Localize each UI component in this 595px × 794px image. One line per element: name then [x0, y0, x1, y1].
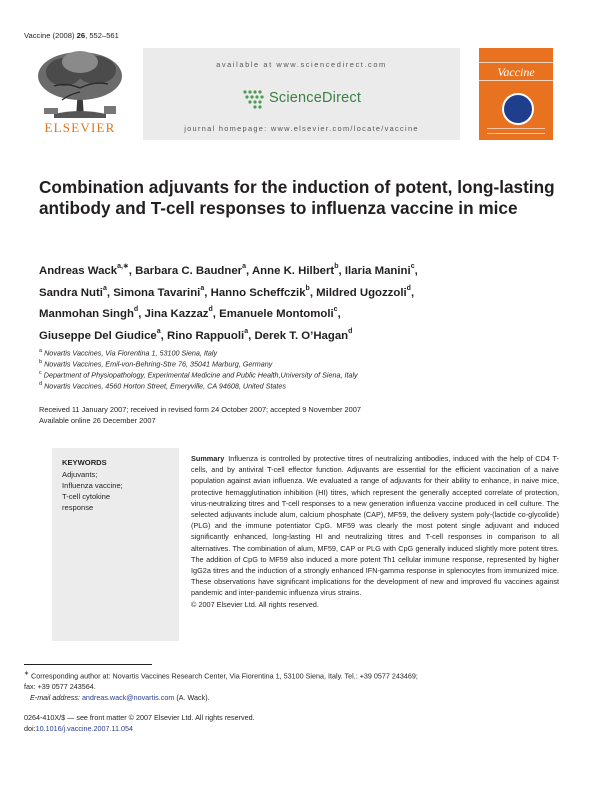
author-name: Andreas Wack [39, 264, 118, 277]
keywords-box [52, 448, 179, 641]
keyword-item: response [62, 503, 94, 512]
elsevier-wordmark: ELSEVIER [44, 120, 116, 135]
sciencedirect-name: ScienceDirect [269, 90, 362, 106]
author-name: Barbara C. Baudner [135, 264, 243, 277]
author-separator: , [248, 329, 255, 342]
cover-rule [479, 80, 553, 81]
author-name: Emanuele Montomoli [219, 307, 334, 320]
author-name: Manmohan Singh [39, 307, 134, 320]
affiliation-marker: d [39, 381, 43, 387]
author-separator: , [106, 286, 114, 299]
article-title: Combination adjuvants for the induction of potent, long-lasting antibody and T-cell responses to influenza vaccine in mice [39, 177, 555, 218]
cover-rule [487, 128, 545, 134]
sciencedirect-banner [143, 48, 460, 140]
author-affiliation-marker: a [244, 327, 249, 335]
sciencedirect-dots-icon [241, 86, 267, 110]
fax-text: fax: +39 0577 243564. [24, 682, 96, 692]
author-separator: , [128, 264, 136, 277]
author-separator: , [212, 307, 220, 320]
affiliation-text: Department of Physiopathology, Experimental Medicine and Public Health,University of Siena, Italy [43, 370, 358, 380]
footnote-divider [24, 664, 152, 665]
author-name: Sandra Nuti [39, 286, 103, 299]
keyword-item: Influenza vaccine; [62, 481, 123, 490]
affiliation-text: Novartis Vaccines, 4560 Horton Street, Emeryville, CA 94608, United States [44, 381, 287, 391]
email-suffix: (A. Wack). [174, 693, 210, 703]
author-separator: , [138, 307, 145, 320]
article-dates [39, 404, 579, 426]
front-matter-line: 0264-410X/$ — see front matter © 2007 Elsevier Ltd. All rights reserved. [24, 713, 255, 722]
abstract-label: Summary [191, 454, 225, 463]
author-name: Simona Tavarini [113, 286, 201, 299]
author-affiliation-marker: c [333, 306, 338, 314]
author-separator: , [160, 329, 167, 342]
author-affiliation-marker: a [200, 284, 205, 292]
author-affiliation-marker: a [102, 284, 107, 292]
author-name: Mildred Ugozzoli [316, 286, 407, 299]
author-separator: , [204, 286, 211, 299]
corresponding-author-text: Corresponding author at: Novartis Vaccines Research Center, Via Fiorentina 1, 53100 Siena, Italy. Tel.: +39 0577 243469; [31, 671, 418, 681]
author-separator: , [410, 286, 415, 299]
author-affiliation-marker: c [410, 263, 415, 270]
corresponding-author-footnote [24, 669, 574, 703]
author-affiliation-marker: a,∗ [117, 263, 129, 270]
doi-link[interactable]: 10.1016/j.vaccine.2007.11.054 [35, 724, 133, 733]
author-name: Rino Rappuoli [166, 329, 245, 342]
footnote-marker: ∗ [24, 671, 30, 677]
cover-rule [479, 62, 553, 63]
author-name: Hanno Scheffczik [210, 286, 306, 299]
received-dates: Received 11 January 2007; received in revised form 24 October 2007; accepted 9 November 2007 [39, 405, 361, 414]
author-separator: , [246, 264, 252, 277]
author-affiliation-marker: d [208, 306, 213, 314]
email-link[interactable]: andreas.wack@novartis.com [81, 693, 175, 703]
author-affiliation-marker: a [156, 327, 161, 335]
author-affiliation-marker: d [406, 284, 411, 292]
abstract-text: Influenza is controlled by protective titres of neutralizing antibodies, induced with the help of CD4 T-cells, and by antiviral T-cell effector function. Adjuvants are essential for the efficient vaccination of a naive population against avian influenza. We evaluated a range of adjuvants for their ability to enhance, in naive mice, protective hemagglutination inhibition (HI) titres, which represent the generally accepted correlate of protection, virus-neutralizing titres and T-cell responses to a new generation influenza vaccine produced in cell culture. The selected adjuvants include alum, calcium phosphate (CAP), MF59, the delivery system poly-(lactide co-glycolide) (PLG) and the immune potentiator CpG. MF59 was clearly the most potent single adjuvant and induced significantly enhanced, long-lasting HI and neutralizing titres and T-cell responses in comparison to all alternatives. The combination of alum, MF59, CAP or PLG with CpG generally induced slightly more potent titres. The addition of CpG to MF59 also induced a more potent Th1 cellular immune response, represented by higher IgG2a titres and the induction of a strongly enhanced IFN-gamma response in splenocytes from immunized mice. These observations have significant implications for the development of new and improved flu vaccines against pandemic and inter-pandemic influenza virus strains. [191, 454, 559, 598]
author-separator: , [414, 264, 418, 277]
affiliation-text: Novartis Vaccines, Via Fiorentina 1, 53100 Siena, Italy [44, 348, 218, 358]
affiliation-marker: b [39, 359, 43, 365]
journal-homepage: journal homepage: www.elsevier.com/locate/vaccine [184, 124, 419, 133]
author-affiliation-marker: d [133, 306, 139, 314]
author-affiliation-marker: b [334, 263, 339, 270]
author-name: Anne K. Hilbert [251, 264, 335, 277]
cover-emblem-icon [502, 93, 534, 125]
journal-citation: Vaccine (2008) 26, 552–561 [24, 31, 119, 40]
keywords-heading: KEYWORDS [62, 458, 107, 467]
author-separator: , [337, 307, 341, 320]
keyword-item: T-cell cytokine [62, 492, 111, 501]
affiliation-text: Novartis Vaccines, Emil-von-Behring-Stre 76, 35041 Marburg, Germany [44, 359, 273, 369]
author-name: Giuseppe Del Giudice [39, 329, 157, 342]
abstract-copyright: © 2007 Elsevier Ltd. All rights reserved. [191, 599, 319, 609]
journal-cover [479, 48, 553, 140]
abstract [191, 453, 559, 610]
doi-label: doi: [24, 724, 36, 733]
keyword-item: Adjuvants; [62, 470, 98, 479]
author-separator: , [338, 264, 345, 277]
tree-icon [24, 48, 134, 120]
cover-title: Vaccine [497, 65, 535, 79]
issn-block [24, 712, 564, 734]
affiliation-d [39, 379, 579, 391]
author-list [39, 259, 579, 345]
email-label: E-mail address: [30, 693, 80, 703]
affiliation-marker: a [39, 348, 43, 354]
affiliation-marker: c [39, 370, 42, 376]
author-name: Ilaria Manini [344, 264, 411, 277]
author-separator: , [309, 286, 317, 299]
availability-text: available at www.sciencedirect.com [216, 60, 387, 69]
author-affiliation-marker: a [242, 263, 247, 270]
author-affiliation-marker: b [305, 284, 310, 292]
online-date: Available online 26 December 2007 [39, 416, 156, 425]
author-name: Derek T. O’Hagan [254, 329, 349, 342]
author-name: Jina Kazzaz [144, 307, 209, 320]
author-affiliation-marker: d [348, 327, 353, 335]
